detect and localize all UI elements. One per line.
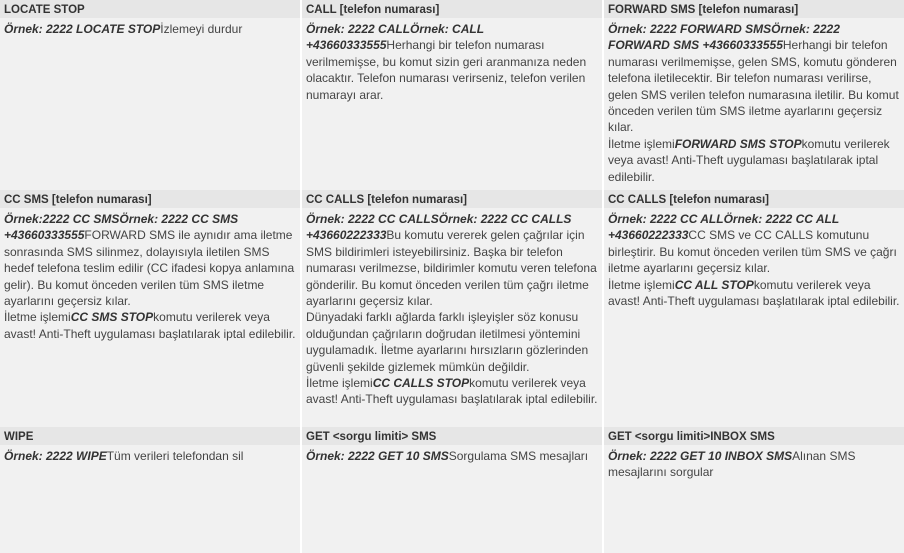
example-text: Örnek: 2222 GET 10 INBOX SMS: [608, 449, 793, 463]
description-text: FORWARD SMS ile aynıdır ama iletme sonrasında SMS silinmez, dolayısıyla iletilen SMS hedef telefona teslim edilir (CC ifadesi kopya anlamına gelir). Bu komut önceden verilen tüm SMS iletme ayarlarını geçersiz kılar.: [4, 228, 295, 309]
example-text: Örnek: 2222 CALL: [306, 22, 411, 36]
description-text: Herhangi bir telefon numarası verilmemişse, gelen SMS, komutu gönderen telefona iletilecektir. Bir telefon numarası verilirse, gelen SMS verilen telefon numarasına iletilir. Bu komut önceden verilen tüm SMS iletme ayarlarını geçersiz kılar.: [608, 38, 899, 135]
cell-cc-calls: [302, 208, 602, 427]
example-text: Örnek: 2222 CC ALL: [608, 212, 724, 226]
cell-forward-sms: [604, 18, 904, 190]
header-wipe: WIPE: [0, 427, 300, 445]
example-text: Örnek: 2222 FORWARD SMS: [608, 22, 772, 36]
example-text: FORWARD SMS STOP: [674, 136, 802, 151]
cell-wipe: [0, 445, 300, 553]
example-text: Örnek:2222 CC SMS: [4, 212, 120, 226]
cell-cc-all: [604, 208, 904, 427]
example-text: CC SMS STOP: [70, 310, 154, 325]
description-text: Bu komutu vererek gelen çağrılar için SMS bildirimleri isteyebilirsiniz. Başka bir telefon numarası verilmezse, bildirimler komutu veren telefona gönderilir. Bu komut önceden verilen tüm çağrı iletme ayarlarını geçersiz kılar.: [306, 228, 597, 309]
description-text: komutu verilerek veya avast! Anti-Theft uygulaması başlatılarak iptal edilebilir.: [608, 136, 890, 184]
example-text: Örnek: 2222 CC ALL +43660222333: [608, 212, 839, 243]
example-text: Örnek: 2222 FORWARD SMS +43660333555: [608, 22, 840, 53]
description-text: CC SMS ve CC CALLS komutunu birleştirir. Bu komut önceden verilen tüm SMS ve çağrı iletme ayarlarını geçersiz kılar.: [608, 228, 897, 276]
example-text: Örnek: 2222 CC CALLS +43660222333: [306, 212, 572, 243]
description-text: Tüm verileri telefondan sil: [106, 449, 244, 463]
description-text: İletme işlemi: [608, 277, 675, 292]
header-forward-sms: FORWARD SMS [telefon numarası]: [604, 0, 904, 18]
header-locate-stop: LOCATE STOP: [0, 0, 300, 18]
example-text: Örnek: 2222 LOCATE STOP: [4, 22, 161, 36]
example-text: Örnek: 2222 CC CALLS: [306, 212, 439, 226]
header-cc-sms: CC SMS [telefon numarası]: [0, 190, 300, 208]
example-text: CC ALL STOP: [674, 277, 754, 292]
header-call: CALL [telefon numarası]: [302, 0, 602, 18]
example-text: Örnek: 2222 WIPE: [4, 449, 107, 463]
cell-call: [302, 18, 602, 190]
description-text: İletme işlemi: [306, 376, 373, 391]
cell-get-inbox-sms: [604, 445, 904, 553]
example-text: Örnek: CALL +43660333555: [306, 22, 484, 53]
description-text: İletme işlemi: [608, 136, 675, 151]
description-text: İzlemeyi durdur: [160, 22, 243, 36]
example-text: Örnek: 2222 CC SMS +43660333555: [4, 212, 239, 243]
header-cc-calls: CC CALLS [telefon numarası]: [302, 190, 602, 208]
description-text: Alınan SMS mesajlarını sorgular: [608, 449, 856, 480]
description-text: komutu verilerek veya avast! Anti-Theft uygulaması başlatılarak iptal edilebilir.: [608, 277, 900, 309]
description-text: Herhangi bir telefon numarası verilmemişse, bu komut sizin geri aranmanıza neden olacaktır. Telefon numarası verirseniz, telefon verilen numarayı arar.: [306, 38, 587, 102]
description-text: komutu verilerek veya avast! Anti-Theft uygulaması başlatılarak iptal edilebilir.: [306, 376, 598, 407]
cell-get-sms: [302, 445, 602, 553]
description-text: Sorgulama SMS mesajları: [448, 449, 589, 463]
header-get-inbox-sms: GET <sorgu limiti>INBOX SMS: [604, 427, 904, 445]
header-get-sms: GET <sorgu limiti> SMS: [302, 427, 602, 445]
example-text: CC CALLS STOP: [372, 376, 470, 391]
description-text: İletme işlemi: [4, 310, 71, 325]
example-text: Örnek: 2222 GET 10 SMS: [306, 449, 449, 463]
description-text: Dünyadaki farklı ağlarda farklı işleyişler söz konusu olduğundan çağrıların doğrudan iletilmesi yöntemini uygulamadık. İletme ayarlarını hırsızların gözlerinden güvenli şekilde gizlemek mümkün değildir.: [306, 310, 589, 374]
cell-locate-stop: [0, 18, 300, 190]
cell-cc-sms: [0, 208, 300, 427]
header-cc-all: CC CALLS [telefon numarası]: [604, 190, 904, 208]
description-text: komutu verilerek veya avast! Anti-Theft uygulaması başlatılarak iptal edilebilir.: [4, 310, 296, 341]
